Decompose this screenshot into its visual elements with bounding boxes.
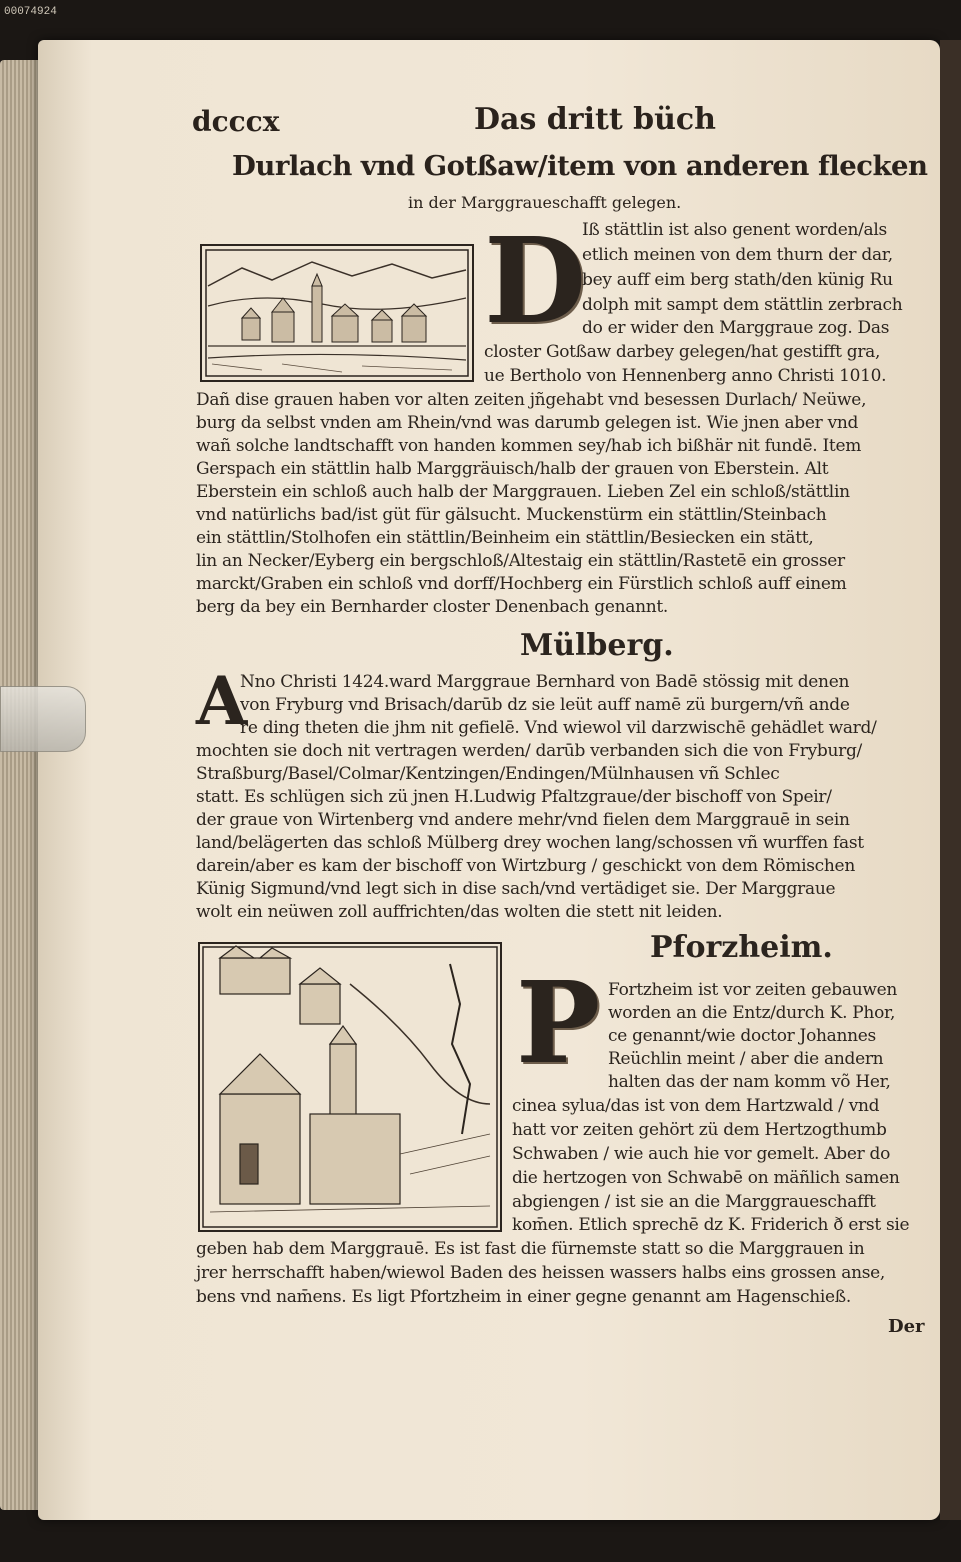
heading-pforzheim: Pforzheim. xyxy=(650,930,833,965)
section3-line: cinea sylua/das ist von dem Hartzwald / vnd xyxy=(512,1096,880,1116)
section1-line: Iß stättlin ist also genent worden/als xyxy=(582,220,887,240)
section1-line: wañ solche landtschafft von handen kommen sey/hab ich bißhär nit fundē. Item xyxy=(196,436,862,456)
section3-line: Fortzheim ist vor zeiten gebauwen xyxy=(608,980,898,1000)
section1-line: lin an Necker/Eyberg ein bergschloß/Altestaig ein stättlin/Rastetē ein grosser xyxy=(196,551,845,571)
section1-line: Dañ dise grauen haben vor alten zeiten jñgehabt vnd besessen Durlach/ Neüwe, xyxy=(196,390,867,410)
section3-line: die hertzogen von Schwabē on mäñlich samen xyxy=(512,1168,900,1188)
section3-line: Schwaben / wie auch hie vor gemelt. Aber do xyxy=(512,1144,891,1164)
scan-id-label: 00074924 xyxy=(4,6,57,18)
section1-line: marckt/Graben ein schloß vnd dorff/Hochberg ein Fürstlich schloß auff einem xyxy=(196,574,847,594)
section3-line: kom̄en. Etlich sprechē dz K. Friderich ð erst sie xyxy=(512,1215,910,1235)
section3-line: worden an die Entz/durch K. Phor, xyxy=(608,1003,896,1023)
folio-number: dcccx xyxy=(192,105,280,138)
section2-line: statt. Es schlügen sich zü jnen H.Ludwig Pfaltzgraue/der bischoff von Speir/ xyxy=(196,787,832,807)
section1-line: bey auff eim berg stath/den künig Ru xyxy=(582,270,893,290)
chapter-title: Durlach vnd Gotßaw/item von anderen flecken xyxy=(232,150,928,182)
catchword: Der xyxy=(888,1316,925,1337)
running-head: Das dritt büch xyxy=(474,102,716,137)
section3-line: bens vnd nam̄ens. Es ligt Pfortzheim in einer gegne genannt am Hagenschieß. xyxy=(196,1287,851,1307)
section1-line: burg da selbst vnden am Rhein/vnd was darumb gelegen ist. Wie jnen aber vnd xyxy=(196,413,859,433)
durlach-woodcut-image xyxy=(200,244,474,382)
section2-line: wolt ein neüwen zoll auffrichten/das wolten die stett nit leiden. xyxy=(196,902,723,922)
chapter-subtitle: in der Marggraueschafft gelegen. xyxy=(408,193,682,212)
section1-line: ein stättlin/Stolhofen ein stättlin/Beinheim ein stättlin/Besiecken ein stätt, xyxy=(196,528,814,548)
binding-shadow xyxy=(940,40,961,1520)
section1-line: Gerspach ein stättlin halb Marggräuisch/halb der grauen von Eberstein. Alt xyxy=(196,459,829,479)
section1-line: berg da bey ein Bernharder closter Denenbach genannt. xyxy=(196,597,669,617)
section1-line: closter Gotßaw darbey gelegen/hat gestifft gra, xyxy=(484,342,881,362)
initial-a-ornament: A xyxy=(196,662,248,740)
section1-line: do er wider den Marggraue zog. Das xyxy=(582,318,890,338)
initial-p-ornament: P xyxy=(516,958,601,1089)
section1-line: etlich meinen von dem thurn der dar, xyxy=(582,245,893,265)
section2-line: Nno Christi 1424.ward Marggraue Bernhard von Badē stössig mit denen xyxy=(240,672,850,692)
section3-line: halten das der nam komm võ Her, xyxy=(608,1072,891,1092)
section1-line: vnd natürlichs bad/ist güt für gälsucht. Muckenstürm ein stättlin/Steinbach xyxy=(196,505,827,525)
section2-line: der graue von Wirtenberg vnd andere mehr/vnd fielen dem Marggrauē in sein xyxy=(196,810,850,830)
section3-line: geben hab dem Marggrauē. Es ist fast die fürnemste statt so die Marggrauen in xyxy=(196,1239,865,1259)
heading-mulberg: Mülberg. xyxy=(520,628,674,663)
section2-line: Straßburg/Basel/Colmar/Kentzingen/Endingen/Mülnhausen vñ Schlec xyxy=(196,764,780,784)
section3-line: abgiengen / ist sie an die Marggraueschafft xyxy=(512,1192,876,1212)
pforzheim-woodcut-image xyxy=(198,942,502,1232)
section1-line: dolph mit sampt dem stättlin zerbrach xyxy=(582,295,903,315)
section3-line: ce genannt/wie doctor Johannes xyxy=(608,1026,876,1046)
page-clip xyxy=(0,686,86,752)
section3-line: Reüchlin meint / aber die andern xyxy=(608,1049,884,1069)
section1-line: Eberstein ein schloß auch halb der Marggrauen. Lieben Zel ein schloß/stättlin xyxy=(196,482,850,502)
section3-line: hatt vor zeiten gehört zü dem Hertzogthumb xyxy=(512,1120,887,1140)
section2-line: land/belägerten das schloß Mülberg drey wochen lang/schossen vñ wurffen fast xyxy=(196,833,864,853)
section2-line: mochten sie doch nit vertragen werden/ darūb verbanden sich die von Fryburg/ xyxy=(196,741,862,761)
initial-d-ornament: D xyxy=(484,211,587,350)
section2-line: re ding theten die jhm nit gefielē. Vnd wiewol vil darzwischē gehädlet ward/ xyxy=(240,718,877,738)
section2-line: darein/aber es kam der bischoff von Wirtzburg / geschickt von dem Römischen xyxy=(196,856,855,876)
section1-line: ue Bertholo von Hennenberg anno Christi 1010. xyxy=(484,366,887,386)
section2-line: Künig Sigmund/vnd legt sich in dise sach/vnd vertädiget sie. Der Marggraue xyxy=(196,879,836,899)
section2-line: von Fryburg vnd Brisach/darūb dz sie leüt auff namē zü burgern/vñ ande xyxy=(240,695,850,715)
section3-line: jrer herrschafft haben/wiewol Baden des heissen wassers halbs eins grossen anse, xyxy=(196,1263,886,1283)
